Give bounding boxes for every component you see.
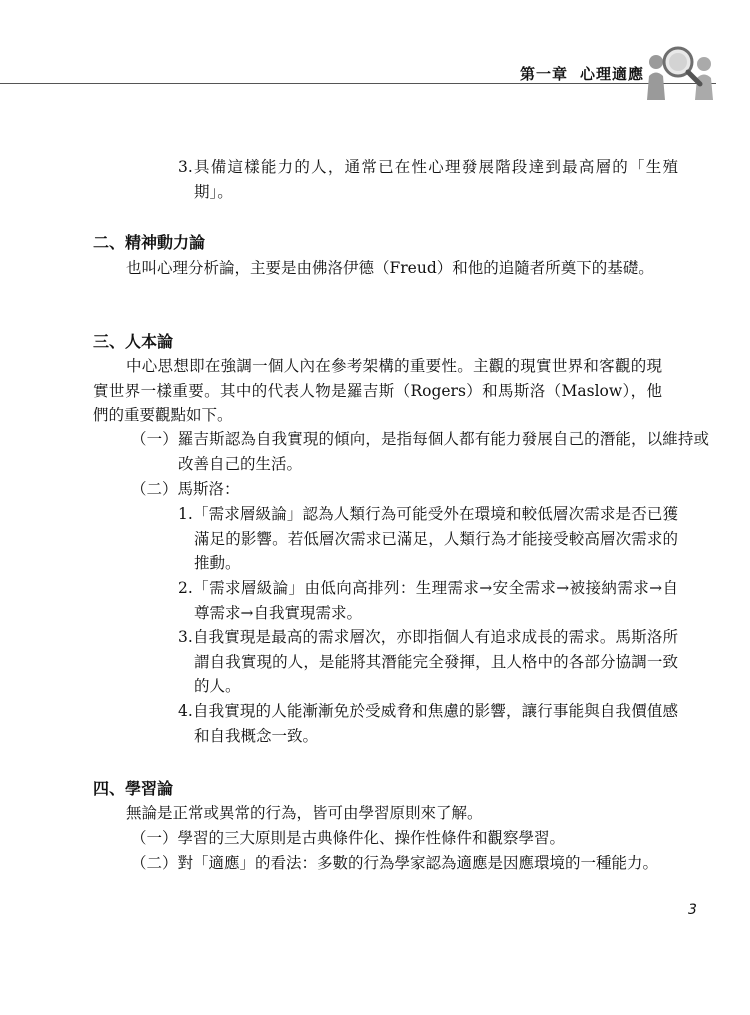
section-4-sub-1: （一）學習的三大原則是古典條件化、操作性條件和觀察學習。: [131, 829, 566, 847]
maslow-point-3: 3.自我實現是最高的需求層次，亦即指個人有追求成長的需求。馬斯洛所謂自我實現的人，是能將其潛能完全發揮，且人格中的各部分協調一致的人。: [178, 628, 678, 695]
chapter-title: 心理適應: [580, 65, 645, 83]
section-3-heading: 三、人本論: [93, 332, 174, 351]
section-3-sub-1: （一）羅吉斯認為自我實現的傾向，是指每個人都有能力發展自己的潛能，以維持或改善自己的生活。: [131, 430, 709, 473]
page-number: 3: [688, 902, 697, 918]
chapter-people-magnifier-icon: [644, 42, 724, 102]
section-2-heading: 二、精神動力論: [93, 233, 206, 252]
section-4-sub-2: （二）對「適應」的看法：多數的行為學家認為適應是因應環境的一種能力。: [131, 854, 659, 872]
section-4-body: 無論是正常或異常的行為，皆可由學習原則來了解。: [126, 804, 483, 822]
maslow-point-4: 4.自我實現的人能漸漸免於受威脅和焦慮的影響，讓行事能與自我價值感和自我概念一致。: [178, 702, 678, 745]
running-header: [520, 63, 644, 84]
chapter-label: 第一章: [520, 65, 569, 83]
maslow-point-2: 2.「需求層級論」由低向高排列：生理需求→安全需求→被接納需求→自尊需求→自我實現需求。: [178, 579, 678, 622]
section-4-heading: 四、學習論: [93, 779, 174, 798]
item-3: 3.具備這樣能力的人，通常已在性心理發展階段達到最高層的「生殖期」。: [178, 158, 678, 201]
section-3-sub-2: （二）馬斯洛：: [131, 480, 240, 498]
maslow-point-1: 1.「需求層級論」認為人類行為可能受外在環境和較低層次需求是否已獲滿足的影響。若低層次需求已滿足，人類行為才能接受較高層次需求的推動。: [178, 505, 678, 572]
section-3-body: 中心思想即在強調一個人內在參考架構的重要性。主觀的現實世界和客觀的現實世界一樣重要。其中的代表人物是羅吉斯（Rogers）和馬斯洛（Maslow），他們的重要觀點如下。: [93, 357, 662, 424]
section-2-body: 也叫心理分析論，主要是由佛洛伊德（Freud）和他的追隨者所奠下的基礎。: [126, 259, 654, 277]
